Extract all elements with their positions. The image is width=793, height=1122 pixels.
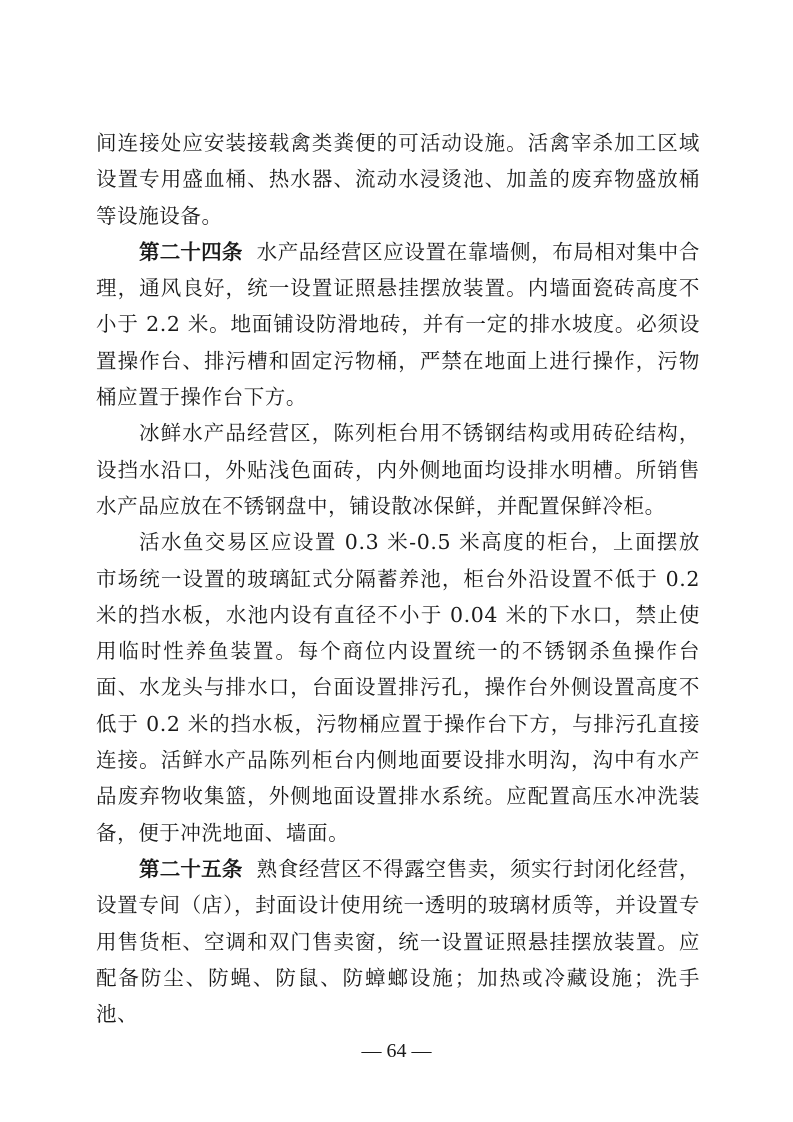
article-number: 第二十四条	[139, 239, 243, 264]
paragraph-text: 间连接处应安装接载禽类粪便的可活动设施。活禽宰杀加工区域设置专用盛血桶、热水器、流动水浸烫池、加盖的废弃物盛放桶等设施设备。	[96, 131, 700, 228]
paragraph-text: 冰鲜水产品经营区，陈列柜台用不锈钢结构或用砖砼结构，设挡水沿口，外贴浅色面砖，内外侧地面均设排水明槽。所销售水产品应放在不锈钢盘中，铺设散冰保鲜，并配置保鲜冷柜。	[96, 421, 700, 518]
paragraph-live-fish	[96, 524, 700, 851]
paragraph-continuation	[96, 125, 700, 234]
paragraph-text: 熟食经营区不得露空售卖，须实行封闭化经营，设置专间（店），封面设计使用统一透明的玻璃材质等，并设置专用售货柜、空调和双门售卖窗，统一设置证照悬挂摆放装置。应配备防尘、防蝇、防鼠、防蟑螂设施；加热或冷藏设施；洗手池、	[96, 856, 700, 1027]
paragraph-article-24	[96, 234, 700, 415]
page-number: — 64 —	[361, 1040, 432, 1062]
paragraph-text: 水产品经营区应设置在靠墙侧，布局相对集中合理，通风良好，统一设置证照悬挂摆放装置。内墙面瓷砖高度不小于 2.2 米。地面铺设防滑地砖，并有一定的排水坡度。必须设置操作台、排污槽和固定污物桶，严禁在地面上进行操作，污物桶应置于操作台下方。	[96, 239, 700, 410]
document-body	[96, 125, 700, 1032]
paragraph-chilled-seafood	[96, 415, 700, 524]
article-number: 第二十五条	[139, 856, 243, 881]
paragraph-text: 活水鱼交易区应设置 0.3 米-0.5 米高度的柜台，上面摆放市场统一设置的玻璃缸式分隔蓄养池，柜台外沿设置不低于 0.2 米的挡水板，水池内设有直径不小于 0.04 米的下水口，禁止使用临时性养鱼装置。每个商位内设置统一的不锈钢杀鱼操作台面、水龙头与排水口，台面设置排污孔，操作台外侧设置高度不低于 0.2 米的挡水板，污物桶应置于操作台下方，与排污孔直接连接。活鲜水产品陈列柜台内侧地面要设排水明沟，沟中有水产品废弃物收集篮，外侧地面设置排水系统。应配置高压水冲洗装备，便于冲洗地面、墙面。	[96, 530, 700, 845]
paragraph-article-25	[96, 851, 700, 1032]
